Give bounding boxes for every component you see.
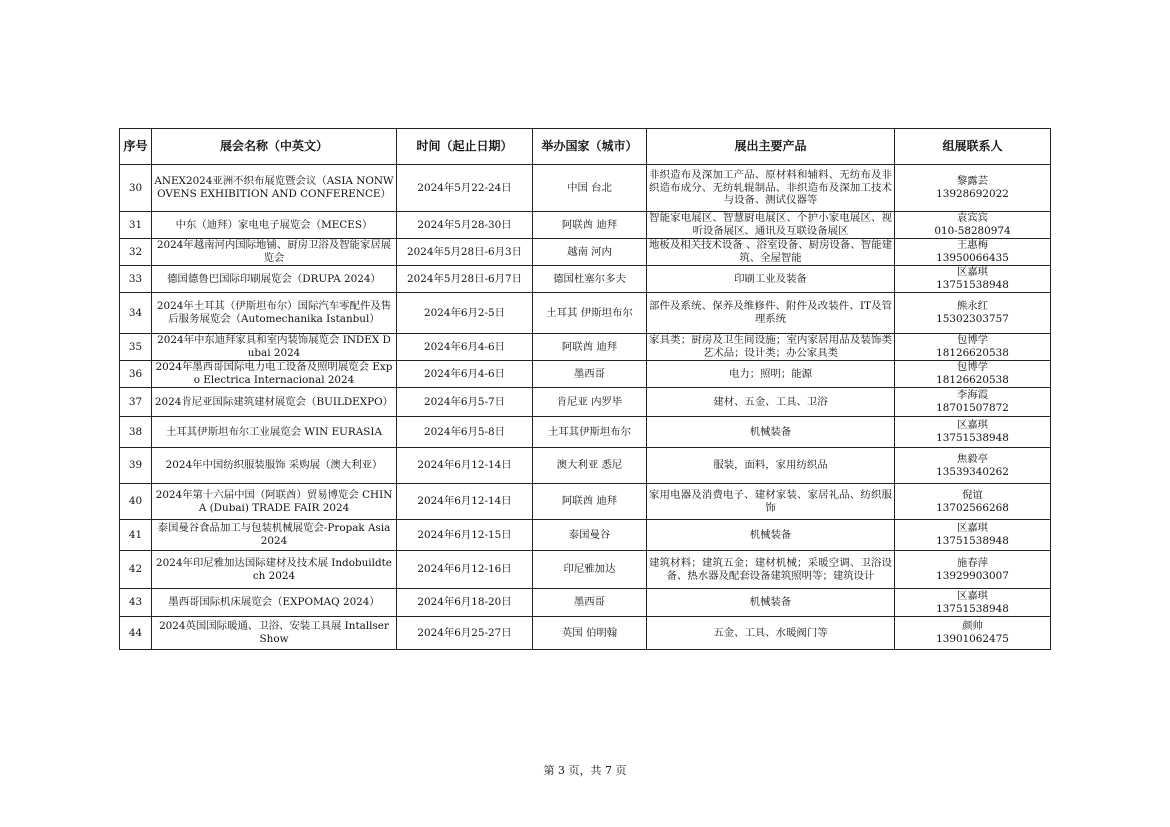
- cell-date: 2024年6月12-14日: [397, 484, 533, 520]
- exhibition-table: [119, 128, 1051, 650]
- cell-date: 2024年6月18-20日: [397, 589, 533, 617]
- cell-name: 泰国曼谷食品加工与包装机械展览会-Propak Asia 2024: [152, 520, 397, 551]
- table-row: [120, 551, 1051, 589]
- cell-products: 建筑材料；建筑五金；建材机械；采暖空调、卫浴设备、热水器及配套设备建筑照明等；建筑设计: [647, 551, 895, 589]
- cell-name: 2024年墨西哥国际电力电工设备及照明展览会 Expo Electrica Internacional 2024: [152, 361, 397, 388]
- cell-name: 中东（迪拜）家电电子展览会（MECES）: [152, 212, 397, 239]
- cell-no: 40: [120, 484, 152, 520]
- cell-name: ANEX2024亚洲不织布展览暨会议（ASIA NONWOVENS EXHIBITION AND CONFERENCE）: [152, 165, 397, 212]
- contact-phone: 18701507872: [936, 402, 1009, 414]
- cell-date: 2024年5月28日-6月3日: [397, 239, 533, 266]
- contact-phone: 13929903007: [936, 569, 1009, 582]
- cell-place: 阿联酋 迪拜: [533, 484, 647, 520]
- contact-phone: 18126620538: [936, 347, 1009, 359]
- cell-no: 42: [120, 551, 152, 589]
- cell-contact: [895, 617, 1051, 650]
- cell-place: 印尼雅加达: [533, 551, 647, 589]
- cell-products: 家具类；厨房及卫生间设施；室内家居用品及装饰类艺术品；设计类；办公家具类: [647, 334, 895, 361]
- table-row: [120, 212, 1051, 239]
- cell-no: 34: [120, 293, 152, 334]
- cell-name: 德国德鲁巴国际印刷展览会（DRUPA 2024）: [152, 266, 397, 293]
- cell-date: 2024年6月4-6日: [397, 334, 533, 361]
- cell-place: 墨西哥: [533, 589, 647, 617]
- cell-no: 43: [120, 589, 152, 617]
- cell-products: 地板及相关技术设备 、浴室设备、厨房设备、智能建筑、全屋智能: [647, 239, 895, 266]
- contact-name: 王惠梅: [956, 239, 989, 252]
- table-row: [120, 266, 1051, 293]
- table-row: [120, 165, 1051, 212]
- cell-name: 2024英国国际暖通、卫浴、安装工具展 Intallser Show: [152, 617, 397, 650]
- cell-date: 2024年6月4-6日: [397, 361, 533, 388]
- cell-products: 服装，面料，家用纺织品: [647, 448, 895, 484]
- contact-phone: 18126620538: [936, 374, 1009, 386]
- cell-date: 2024年6月2-5日: [397, 293, 533, 334]
- header-no: 序号: [120, 129, 152, 165]
- contact-name: 熊永红: [956, 300, 989, 313]
- cell-contact: [895, 334, 1051, 361]
- cell-name: 2024肯尼亚国际建筑建材展览会（BUILDEXPO）: [152, 388, 397, 417]
- table-row: [120, 361, 1051, 388]
- cell-place: 越南 河内: [533, 239, 647, 266]
- cell-date: 2024年6月5-8日: [397, 417, 533, 448]
- cell-no: 31: [120, 212, 152, 239]
- contact-name: 颜帅: [962, 620, 983, 633]
- cell-name: 2024年印尼雅加达国际建材及技术展 Indobuildtech 2024: [152, 551, 397, 589]
- table-body: [120, 165, 1051, 650]
- header-place: 举办国家（城市）: [533, 129, 647, 165]
- table-row: [120, 417, 1051, 448]
- contact-phone: 13751538948: [936, 602, 1009, 615]
- cell-no: 36: [120, 361, 152, 388]
- cell-products: 印刷工业及装备: [647, 266, 895, 293]
- contact-phone: 15302303757: [936, 313, 1009, 325]
- cell-products: 机械装备: [647, 520, 895, 551]
- cell-date: 2024年6月12-14日: [397, 448, 533, 484]
- contact-phone: 13901062475: [936, 633, 1009, 645]
- cell-contact: [895, 484, 1051, 520]
- contact-phone: 13539340262: [936, 465, 1009, 478]
- page-number: 第 3 页，共 7 页: [543, 764, 627, 777]
- cell-products: 电力；照明；能源: [647, 361, 895, 388]
- cell-contact: [895, 589, 1051, 617]
- cell-place: 阿联酋 迪拜: [533, 212, 647, 239]
- table-row: [120, 484, 1051, 520]
- cell-contact: [895, 417, 1051, 448]
- cell-contact: [895, 361, 1051, 388]
- cell-no: 35: [120, 334, 152, 361]
- cell-products: 智能家电展区、智慧厨电展区、个护小家电展区、视听设备展区、通讯及互联设备展区: [647, 212, 895, 239]
- header-name: 展会名称（中英文）: [152, 129, 397, 165]
- contact-phone: 010-58280974: [934, 225, 1011, 237]
- contact-name: 区嘉琪: [956, 266, 989, 279]
- cell-products: 部件及系统、保养及维修件、附件及改装件、IT及管理系统: [647, 293, 895, 334]
- cell-contact: [895, 212, 1051, 239]
- cell-date: 2024年5月28日-6月7日: [397, 266, 533, 293]
- contact-name: 李海霞: [956, 389, 989, 402]
- cell-name: 2024年中东迪拜家具和室内装饰展览会 INDEX Dubai 2024: [152, 334, 397, 361]
- table-row: [120, 388, 1051, 417]
- cell-no: 41: [120, 520, 152, 551]
- cell-no: 39: [120, 448, 152, 484]
- cell-date: 2024年6月12-15日: [397, 520, 533, 551]
- cell-place: 泰国曼谷: [533, 520, 647, 551]
- table-header-row: [120, 129, 1051, 165]
- cell-contact: [895, 520, 1051, 551]
- contact-phone: 13751538948: [936, 432, 1009, 444]
- cell-contact: [895, 551, 1051, 589]
- contact-phone: 13702566268: [936, 501, 1009, 514]
- cell-place: 澳大利亚 悉尼: [533, 448, 647, 484]
- cell-products: 机械装备: [647, 417, 895, 448]
- header-contact: 组展联系人: [895, 129, 1051, 165]
- cell-place: 英国 伯明翰: [533, 617, 647, 650]
- cell-products: 家用电器及消费电子、建材家装、家居礼品、纺织服饰: [647, 484, 895, 520]
- cell-date: 2024年6月12-16日: [397, 551, 533, 589]
- cell-date: 2024年6月5-7日: [397, 388, 533, 417]
- cell-date: 2024年6月25-27日: [397, 617, 533, 650]
- cell-name: 2024年越南河内国际地铺、厨房卫浴及智能家居展览会: [152, 239, 397, 266]
- table-row: [120, 334, 1051, 361]
- contact-phone: 13950066435: [936, 252, 1009, 264]
- cell-place: 德国杜塞尔多夫: [533, 266, 647, 293]
- cell-name: 2024年第十六届中国（阿联酋）贸易博览会 CHINA (Dubai) TRADE FAIR 2024: [152, 484, 397, 520]
- table-row: [120, 448, 1051, 484]
- cell-contact: [895, 239, 1051, 266]
- cell-place: 土耳其伊斯坦布尔: [533, 417, 647, 448]
- cell-place: 墨西哥: [533, 361, 647, 388]
- cell-contact: [895, 266, 1051, 293]
- header-products: 展出主要产品: [647, 129, 895, 165]
- contact-phone: 13751538948: [936, 535, 1009, 547]
- contact-name: 黎露芸: [956, 175, 989, 188]
- cell-date: 2024年5月28-30日: [397, 212, 533, 239]
- cell-date: 2024年5月22-24日: [397, 165, 533, 212]
- contact-name: 施春萍: [956, 556, 989, 569]
- contact-name: 区嘉琪: [956, 522, 989, 535]
- cell-name: 墨西哥国际机床展览会（EXPOMAQ 2024）: [152, 589, 397, 617]
- cell-no: 32: [120, 239, 152, 266]
- cell-name: 2024年土耳其（伊斯坦布尔）国际汽车零配件及售后服务展览会（Automechanika Istanbul）: [152, 293, 397, 334]
- table-row: [120, 589, 1051, 617]
- cell-name: 土耳其伊斯坦布尔工业展览会 WIN EURASIA: [152, 417, 397, 448]
- contact-phone: 13751538948: [936, 279, 1009, 291]
- cell-products: 非织造布及深加工产品、原材料和辅料、无纺布及非织造布成分、无纺轧辊制品、非织造布及深加工技术与设备、测试仪器等: [647, 165, 895, 212]
- contact-phone: 13928692022: [936, 188, 1009, 200]
- cell-no: 33: [120, 266, 152, 293]
- cell-contact: [895, 388, 1051, 417]
- cell-place: 中国 台北: [533, 165, 647, 212]
- header-date: 时间（起止日期）: [397, 129, 533, 165]
- cell-contact: [895, 293, 1051, 334]
- contact-name: 区嘉琪: [956, 419, 989, 432]
- cell-products: 机械装备: [647, 589, 895, 617]
- table-row: [120, 293, 1051, 334]
- cell-place: 肯尼亚 内罗毕: [533, 388, 647, 417]
- table-row: [120, 520, 1051, 551]
- contact-name: 袁宾宾: [956, 212, 989, 225]
- cell-products: 五金、工具、水暖阀门等: [647, 617, 895, 650]
- cell-place: 阿联酋 迪拜: [533, 334, 647, 361]
- contact-name: 区嘉琪: [956, 589, 989, 602]
- cell-no: 30: [120, 165, 152, 212]
- contact-name: 包博学: [956, 361, 989, 374]
- cell-no: 37: [120, 388, 152, 417]
- cell-name: 2024年中国纺织服装服饰 采购展（澳大利亚）: [152, 448, 397, 484]
- cell-no: 44: [120, 617, 152, 650]
- cell-products: 建材、五金、工具、卫浴: [647, 388, 895, 417]
- cell-no: 38: [120, 417, 152, 448]
- contact-name: 焦毅亭: [956, 452, 989, 465]
- cell-place: 土耳其 伊斯坦布尔: [533, 293, 647, 334]
- cell-contact: [895, 165, 1051, 212]
- table-row: [120, 617, 1051, 650]
- contact-name: 倪谊: [962, 488, 983, 501]
- table-row: [120, 239, 1051, 266]
- contact-name: 包博学: [956, 334, 989, 347]
- cell-contact: [895, 448, 1051, 484]
